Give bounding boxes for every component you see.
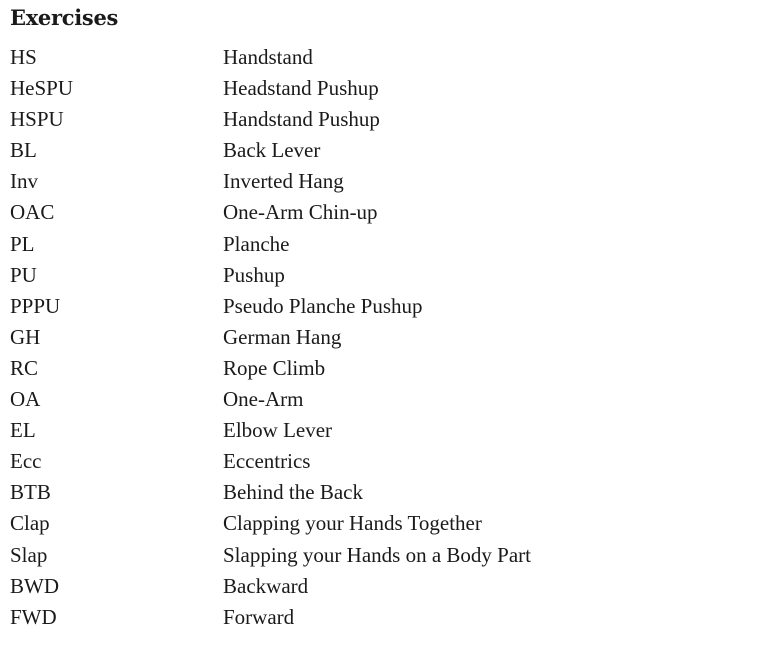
table-row [10,571,750,602]
abbreviation-cell: OAC [10,200,55,225]
definition-cell: Forward [223,604,295,629]
table-row [10,42,750,73]
abbreviation-cell: FWD [10,604,57,629]
table-row [10,291,750,322]
abbreviation-cell: Inv [10,169,38,194]
definition-cell: Back Lever [223,138,321,163]
definition-cell: Rope Climb [223,355,326,380]
table-row [10,73,750,104]
abbreviation-cell: PPPU [10,293,61,318]
abbreviation-cell: RC [10,355,39,380]
abbreviation-cell: HeSPU [10,76,74,101]
definition-cell: Handstand Pushup [223,107,380,132]
definition-cell: Behind the Back [223,480,363,505]
abbreviation-cell: EL [10,418,36,443]
table-row [10,540,750,571]
table-row [10,260,750,291]
table-row [10,508,750,539]
definition-cell: Slapping your Hands on a Body Part [223,542,531,567]
abbreviation-table [10,42,750,633]
definition-cell: Eccentrics [223,449,311,474]
definition-cell: Handstand [223,45,313,69]
definition-cell: German Hang [223,324,342,349]
abbreviation-cell: HSPU [10,107,64,132]
definition-cell: Pseudo Planche Pushup [223,293,423,318]
table-row [10,322,750,353]
abbreviation-cell: PL [10,231,35,256]
abbreviation-cell: BL [10,138,37,163]
table-row [10,384,750,415]
definition-cell: One-Arm [223,387,304,412]
section-heading: Exercises [10,5,119,30]
definition-cell: Headstand Pushup [223,76,379,101]
table-row [10,104,750,135]
definition-cell: Inverted Hang [223,169,344,194]
abbreviation-cell: BTB [10,480,51,505]
definition-cell: One-Arm Chin-up [223,200,378,225]
abbreviation-cell: OA [10,387,41,412]
table-row [10,602,750,633]
abbreviation-cell: Clap [10,511,50,536]
definition-cell: Backward [223,573,309,598]
abbreviation-cell: HS [10,45,37,69]
definition-cell: Clapping your Hands Together [223,511,482,536]
abbreviation-cell: Slap [10,542,48,567]
definition-cell: Elbow Lever [223,418,333,443]
abbreviation-cell: Ecc [10,449,42,474]
definition-cell: Pushup [223,262,285,287]
abbreviation-cell: BWD [10,573,59,598]
table-row [10,415,750,446]
table-row [10,135,750,166]
table-row [10,353,750,384]
table-row [10,166,750,197]
table-row [10,477,750,508]
table-row [10,197,750,228]
table-row [10,229,750,260]
abbreviation-cell: PU [10,262,37,287]
abbreviation-cell: GH [10,324,41,349]
table-row [10,446,750,477]
definition-cell: Planche [223,231,290,256]
